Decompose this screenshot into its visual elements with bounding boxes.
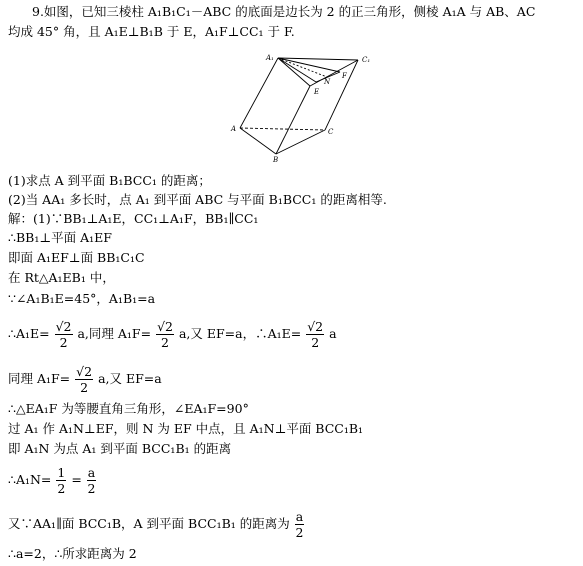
s6-part-2: a,同理 A₁F= [77, 326, 152, 341]
fraction-denominator: 2 [87, 481, 96, 496]
solution-line-11 [8, 463, 97, 497]
question-1: (1)求点 A 到平面 B₁BCC₁ 的距离； [8, 173, 211, 188]
fraction-denominator: 2 [59, 335, 68, 350]
solution-line-10: 即 A₁N 为点 A₁ 到平面 BCC₁B₁ 的距离 [8, 441, 232, 456]
fraction-numerator: √2 [307, 319, 324, 334]
fraction-numerator: √2 [157, 319, 173, 334]
solution-line-3: 即面 A₁EF⊥面 BB₁C₁C [8, 250, 145, 265]
label-n: N [324, 78, 331, 86]
label-b: B [273, 156, 279, 164]
problem-line-1: 9.如图，已知三棱柱 A₁B₁C₁－ABC 的底面是边长为 2 的正三角形，侧棱 A₁A 与 AB、AC [32, 4, 536, 19]
fraction-denominator: 2 [311, 335, 320, 350]
solution-line-7 [8, 362, 162, 396]
s7-part-1: 同理 A₁F= [8, 371, 71, 386]
fraction-denominator: 2 [295, 525, 304, 540]
prism-figure [228, 48, 378, 166]
fraction-a-over-2 [295, 509, 304, 540]
fraction-numerator: a [87, 465, 96, 480]
s7-part-2: a,又 EF=a [98, 371, 162, 386]
fraction-sqrt2-over-2 [75, 364, 93, 395]
label-a1: A₁ [266, 54, 274, 62]
s6-part-1: ∴A₁E= [8, 326, 50, 341]
solution-line-9: 过 A₁ 作 A₁N⊥EF，则 N 为 EF 中点，且 A₁N⊥平面 BCC₁B₁ [8, 421, 364, 436]
solution-line-5: ∵∠A₁B₁E=45°，A₁B₁=a [8, 291, 156, 306]
label-f: F [342, 72, 347, 80]
label-e: E [314, 88, 320, 96]
s12-part-1: 又∵AA₁∥面 BCC₁B，A 到平面 BCC₁B₁ 的距离为 [8, 516, 290, 531]
fraction-1-over-2 [56, 465, 66, 496]
fraction-numerator: 1 [57, 465, 66, 480]
fraction-denominator: 2 [161, 335, 169, 350]
solution-line-4: 在 Rt△A₁EB₁ 中， [8, 270, 115, 285]
solution-line-6 [8, 317, 337, 351]
fraction-denominator: 2 [80, 380, 89, 395]
solution-line-1: 解：(1)∵BB₁⊥A₁E，CC₁⊥A₁F，BB₁∥CC₁ [8, 211, 259, 226]
fraction-numerator: √2 [55, 319, 72, 334]
solution-line-2: ∴BB₁⊥平面 A₁EF [8, 230, 112, 245]
label-c: C [328, 128, 334, 136]
s6-part-4: a [329, 326, 337, 341]
problem-line-2: 均成 45° 角，且 A₁E⊥B₁B 于 E，A₁F⊥CC₁ 于 F. [8, 24, 295, 39]
question-2: (2)当 AA₁ 多长时，点 A₁ 到平面 ABC 与平面 B₁BCC₁ 的距离相等. [8, 192, 387, 207]
fraction-numerator: √2 [76, 364, 93, 379]
solution-line-12 [8, 507, 305, 541]
solution-line-13: ∴a=2，∴所求距离为 2 [8, 546, 137, 561]
fraction-a-over-2 [87, 465, 96, 496]
label-c1: C₁ [362, 56, 371, 64]
fraction-sqrt2-over-2 [156, 319, 174, 350]
fraction-sqrt2-over-2 [306, 319, 324, 350]
s6-part-3: a,又 EF=a，∴A₁E= [178, 326, 302, 341]
equals-sign: = [71, 472, 82, 487]
fraction-numerator: a [295, 509, 304, 524]
fraction-denominator: 2 [57, 481, 66, 496]
fraction-sqrt2-over-2 [55, 319, 73, 350]
s11-part-1: ∴A₁N= [8, 472, 52, 487]
label-a: A [231, 125, 237, 133]
solution-line-8: ∴△EA₁F 为等腰直角三角形，∠EA₁F=90° [8, 401, 249, 416]
